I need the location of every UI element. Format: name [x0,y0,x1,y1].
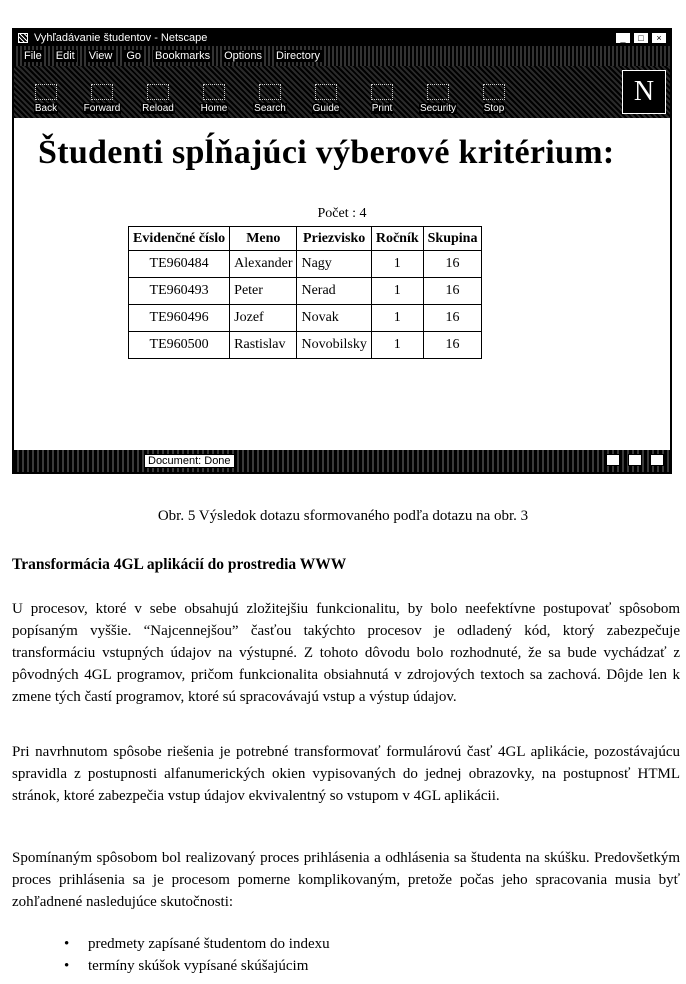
maximize-button[interactable]: □ [633,32,649,44]
window-controls [615,32,667,44]
list-item: • termíny skúšok vypísané skúšajúcim [64,955,330,977]
menu-go[interactable]: Go [126,50,142,62]
list-item: • predmety zapísané študentom do indexu [64,933,330,955]
cell-last-name: Nerad [297,278,371,305]
menu-directory[interactable]: Directory [276,50,321,62]
cell-first-name: Peter [230,278,297,305]
stop-button[interactable]: Stop [468,70,520,114]
home-icon [203,84,225,100]
cell-group: 16 [423,305,482,332]
status-icons [606,454,664,466]
status-text: Document: Done [144,454,235,468]
column-header: Priezvisko [297,227,371,251]
table-header-row [129,227,482,251]
forward-button[interactable]: Forward [76,70,128,114]
paragraph: U procesov, ktoré v sebe obsahujú zložitejšiu funkcionalitu, by bolo neefektívne postupovať spôsobom popísaným vyššie. “Najcennejšou” časťou takýchto procesov je odladený kód, ktorý zabezpečuje transformáciu vstupných údajov na výstupné. Z tohoto dôvodu bolo rozhodnuté, že sa bude vychádzať z pôvodných 4GL programov, pričom funkcionalita obsiahnutá v zdrojových textoch sa zachová. Dôjde len k zmene tých častí programov, ktoré sú spracovávajú vstup a výstup údajov. [12,601,680,705]
page-content [14,122,670,448]
table-row [129,251,482,278]
cell-year: 1 [371,332,423,359]
back-button[interactable]: Back [20,70,72,114]
bullet-list [64,933,330,977]
guide-button[interactable]: Guide [300,70,352,114]
table-row [129,278,482,305]
security-button[interactable]: Security [412,70,464,114]
menu-view[interactable]: View [88,50,113,62]
status-bar [14,448,670,472]
cell-year: 1 [371,305,423,332]
print-button[interactable]: Print [356,70,408,114]
search-button[interactable]: Search [244,70,296,114]
browser-window-screenshot [12,28,672,474]
cell-last-name: Novak [297,305,371,332]
cell-id: TE960500 [129,332,230,359]
guide-icon [315,84,337,100]
cell-id: TE960484 [129,251,230,278]
menu-edit[interactable]: Edit [55,50,75,62]
cell-first-name: Jozef [230,305,297,332]
security-lock-icon [606,454,620,466]
menu-file[interactable]: File [24,50,42,62]
figure-caption: Obr. 5 Výsledok dotazu sformovaného podľa dotazu na obr. 3 [157,508,529,524]
navigation-toolbar [14,66,670,118]
section-heading: Transformácia 4GL aplikácií do prostredia WWW [12,556,347,573]
column-header: Ročník [371,227,423,251]
app-icon [18,33,28,43]
cell-first-name: Rastislav [230,332,297,359]
paragraph: Spomínaným spôsobom bol realizovaný proces prihlásenia a odhlásenia sa študenta na skúšku. Predovšetkým proces prihlásenia sa je procesom pomerne komplikovaným, pretože počas jeho spracovania musia byť zohľadnené nasledujúce skutočnosti: [12,850,680,910]
table-row [129,332,482,359]
minimize-button[interactable]: _ [615,32,631,44]
students-table [128,226,482,359]
reload-button[interactable]: Reload [132,70,184,114]
table-row [129,305,482,332]
menu-options[interactable]: Options [224,50,262,62]
cell-group: 16 [423,278,482,305]
news-icon[interactable] [650,454,664,466]
mail-icon[interactable] [628,454,642,466]
paragraph: Pri navrhnutom spôsobe riešenia je potrebné transformovať formulárovú časť 4GL aplikácie, pozostávajúcu spravidla z postupnosti alfanumerických okien vypisovaných do jednej obrazovky, na postupnosť HTML stránok, ktoré zabezpečia vstup údajov ekvivalentný so vstupom v 4GL aplikácii. [12,744,680,804]
cell-year: 1 [371,251,423,278]
back-arrow-icon [35,84,57,100]
cell-first-name: Alexander [230,251,297,278]
close-button[interactable]: × [651,32,667,44]
cell-year: 1 [371,278,423,305]
window-title: Vyhľadávanie študentov - Netscape [34,32,208,44]
security-icon [427,84,449,100]
search-icon [259,84,281,100]
forward-arrow-icon [91,84,113,100]
reload-icon [147,84,169,100]
cell-group: 16 [423,332,482,359]
column-header: Evidenčné číslo [129,227,230,251]
cell-id: TE960493 [129,278,230,305]
cell-group: 16 [423,251,482,278]
cell-id: TE960496 [129,305,230,332]
column-header: Skupina [423,227,482,251]
cell-last-name: Nagy [297,251,371,278]
result-count: Počet : 4 [317,206,367,221]
menu-bar [14,46,670,66]
title-bar [14,30,670,46]
page-title: Študenti spĺňajúci výberové kritérium: [38,134,615,171]
stop-icon [483,84,505,100]
home-button[interactable]: Home [188,70,240,114]
menu-bookmarks[interactable]: Bookmarks [155,50,211,62]
cell-last-name: Novobilsky [297,332,371,359]
netscape-logo[interactable]: N [622,70,666,114]
column-header: Meno [230,227,297,251]
print-icon [371,84,393,100]
